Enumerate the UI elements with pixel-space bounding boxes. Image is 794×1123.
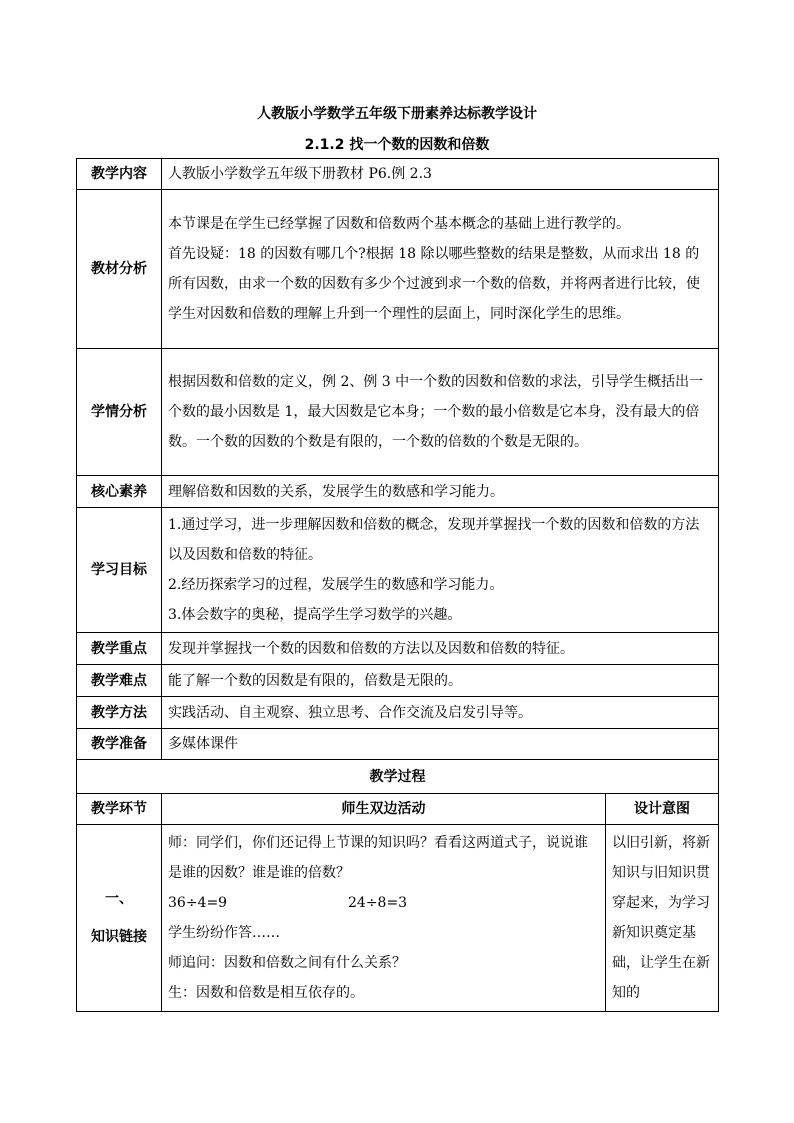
material-line-1: 本节课是在学生已经掌握了因数和倍数两个基本概念的基础上进行教学的。 [168, 216, 630, 232]
label-material-analysis: 教材分析 [77, 190, 162, 349]
label-teaching-prep: 教学准备 [77, 729, 162, 760]
label-teaching-method: 教学方法 [77, 697, 162, 729]
lesson-subtitle: 2.1.2 找一个数的因数和倍数 [304, 137, 490, 153]
label-core-literacy: 核心素养 [77, 476, 162, 508]
row-teaching-content [77, 159, 719, 190]
activity-line-2: 学生纷纷作答…… [168, 925, 280, 941]
material-line-2: 首先设疑：18 的因数有哪几个?根据 18 除以哪些整数的结果是整数，从而求出 18 的所有因数，由求一个数的因数有多少个过渡到求一个数的倍数，并将两者进行比较，使学生对因数和倍数的理解上升到一个理性的层面上，同时深化学生的思维。 [168, 246, 700, 322]
label-learning-goals: 学习目标 [77, 508, 162, 633]
stage-1-name: 知识链接 [91, 929, 147, 945]
stage-1-intent: 以旧引新，将新知识与旧知识贯穿起来，为学习新知识奠定基础，让学生在新知的 [606, 825, 719, 1012]
row-difficulty [77, 665, 719, 697]
equation-1: 36÷4=9 [168, 895, 228, 911]
value-student-analysis: 根据因数和倍数的定义，例 2、例 3 中一个数的因数和倍数的求法，引导学生概括出一个数的最小因数是 1，最大因数是它本身；一个数的最小倍数是它本身，没有最大的倍数。一个数的因数的个数是有限的，一个数的倍数的个数是无限的。 [162, 349, 719, 476]
value-material-analysis [162, 190, 719, 349]
value-teaching-method: 实践活动、自主观察、独立思考、合作交流及启发引导等。 [162, 697, 719, 729]
activity-line-3: 师追问：因数和倍数之间有什么关系？ [168, 955, 406, 971]
row-key-point [77, 633, 719, 665]
stage-1-number: 一、 [105, 891, 133, 907]
document-title: 人教版小学数学五年级下册素养达标教学设计 [257, 106, 537, 122]
value-teaching-prep: 多媒体课件 [162, 729, 719, 760]
process-title: 教学过程 [77, 760, 719, 794]
activity-line-4: 生：因数和倍数是相互依存的。 [168, 985, 364, 1001]
value-key-point: 发现并掌握找一个数的因数和倍数的方法以及因数和倍数的特征。 [162, 633, 719, 665]
row-teaching-prep [77, 729, 719, 760]
value-teaching-content: 人教版小学数学五年级下册教材 P6.例 2.3 [162, 159, 719, 190]
label-student-analysis: 学情分析 [77, 349, 162, 476]
header-activity: 师生双边活动 [162, 794, 606, 825]
activity-line-1: 师：同学们，你们还记得上节课的知识吗？看看这两道式子，说说谁是谁的因数？谁是谁的倍数？ [168, 835, 588, 881]
row-process-header [77, 794, 719, 825]
header-stage: 教学环节 [77, 794, 162, 825]
row-process-title [77, 760, 719, 794]
row-material-analysis [77, 190, 719, 349]
row-student-analysis [77, 349, 719, 476]
row-learning-goals [77, 508, 719, 633]
row-stage-1 [77, 825, 719, 1012]
value-core-literacy: 理解倍数和因数的关系，发展学生的数感和学习能力。 [162, 476, 719, 508]
label-teaching-content: 教学内容 [77, 159, 162, 190]
value-difficulty: 能了解一个数的因数是有限的，倍数是无限的。 [162, 665, 719, 697]
goal-line-2: 2.经历探索学习的过程，发展学生的数感和学习能力。 [168, 577, 504, 593]
row-core-literacy [77, 476, 719, 508]
label-key-point: 教学重点 [77, 633, 162, 665]
stage-1-label [77, 825, 162, 1012]
lesson-plan-table [76, 158, 719, 1012]
header-intent: 设计意图 [606, 794, 719, 825]
stage-1-activity [162, 825, 606, 1012]
row-teaching-method [77, 697, 719, 729]
equation-2: 24÷8=3 [348, 895, 408, 911]
equation-row [168, 888, 599, 918]
goal-line-1: 1.通过学习，进一步理解因数和倍数的概念，发现并掌握找一个数的因数和倍数的方法以及因数和倍数的特征。 [168, 517, 700, 563]
goal-line-3: 3.体会数字的奥秘，提高学生学习数学的兴趣。 [168, 607, 462, 623]
value-learning-goals [162, 508, 719, 633]
label-difficulty: 教学难点 [77, 665, 162, 697]
